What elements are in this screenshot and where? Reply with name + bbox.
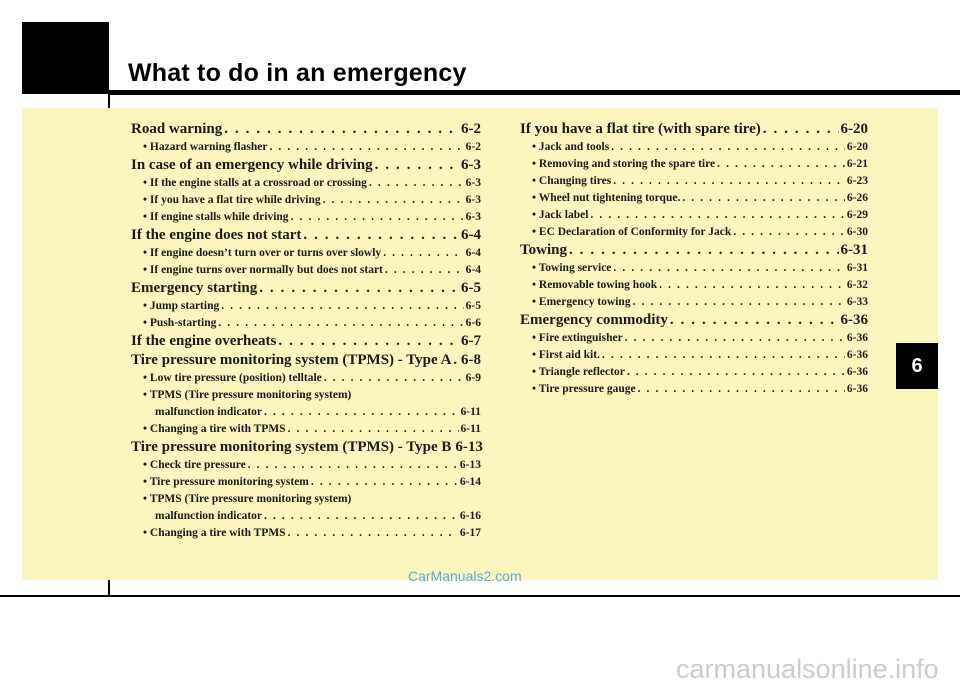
toc-left-column <box>131 120 481 542</box>
toc-entry-title: • Changing tires <box>532 175 612 187</box>
toc-entry-title: • Triangle reflector <box>532 366 625 378</box>
toc-leader-dots <box>385 262 464 279</box>
toc-page-number: 6-5 <box>461 280 481 296</box>
toc-leader-dots <box>625 330 845 347</box>
toc-entry-title: • Push-starting <box>143 317 217 329</box>
toc-entry-title: • Removing and storing the spare tire <box>532 158 716 170</box>
toc-entry-title-cont: malfunction indicator <box>155 510 263 522</box>
toc-entry-title: If the engine overheats <box>131 333 277 349</box>
toc-page-number: 6-13 <box>459 459 481 471</box>
toc-subsection-entry[interactable] <box>520 347 868 364</box>
toc-leader-dots <box>291 209 464 226</box>
toc-section-entry[interactable] <box>131 226 481 245</box>
toc-entry-title: Emergency starting <box>131 280 258 296</box>
toc-subsection-entry[interactable] <box>131 457 481 474</box>
toc-subsection-entry[interactable] <box>131 192 481 209</box>
toc-page-number: 6-11 <box>460 423 481 435</box>
toc-leader-dots <box>613 260 844 277</box>
toc-page-number: 6-4 <box>465 247 481 259</box>
toc-page-number: 6-36 <box>846 349 868 361</box>
toc-entry-title: • TPMS (Tire pressure monitoring system) <box>143 389 352 401</box>
toc-page-number: 6-13 <box>455 439 483 455</box>
toc-page-number: 6-9 <box>465 372 481 384</box>
watermark-carmanuals2[interactable]: CarManuals2.com <box>408 568 522 584</box>
toc-section-entry[interactable] <box>520 311 868 330</box>
toc-entry-title: Road warning <box>131 121 223 137</box>
toc-section-entry[interactable] <box>131 120 481 139</box>
toc-page-number: 6-31 <box>846 262 868 274</box>
toc-leader-dots <box>611 139 845 156</box>
toc-leader-dots <box>248 457 458 474</box>
toc-leader-dots <box>670 311 839 330</box>
toc-entry-title: • EC Declaration of Conformity for Jack <box>532 226 732 238</box>
toc-subsection-entry[interactable] <box>131 491 481 525</box>
toc-leader-dots <box>602 347 845 364</box>
page-title: What to do in an emergency <box>128 59 467 87</box>
toc-subsection-entry[interactable] <box>131 525 481 542</box>
toc-page-number: 6-6 <box>465 317 481 329</box>
toc-entry-title: Tire pressure monitoring system (TPMS) - Type B <box>131 439 452 455</box>
toc-entry-title: • First aid kit. <box>532 349 600 361</box>
toc-page-number: 6-2 <box>465 141 481 153</box>
toc-entry-title: • Wheel nut tightening torque. <box>532 192 681 204</box>
toc-leader-dots <box>590 207 844 224</box>
toc-leader-dots <box>324 370 464 387</box>
toc-right-column <box>520 120 868 398</box>
toc-subsection-entry[interactable] <box>131 370 481 387</box>
toc-entry-title: • Jack and tools <box>532 141 610 153</box>
toc-entry-title: • Tire pressure gauge <box>532 383 636 395</box>
toc-entry-title: • TPMS (Tire pressure monitoring system) <box>143 493 352 505</box>
toc-subsection-entry[interactable] <box>131 245 481 262</box>
toc-entry-title: • Hazard warning flasher <box>143 141 268 153</box>
toc-entry-title: Towing <box>520 242 567 258</box>
toc-section-entry[interactable] <box>131 438 481 457</box>
toc-subsection-entry[interactable] <box>520 139 868 156</box>
toc-page-number: 6-36 <box>846 366 868 378</box>
toc-subsection-entry[interactable] <box>131 387 481 421</box>
footer-rule <box>0 595 960 597</box>
toc-page-number: 6-33 <box>846 296 868 308</box>
toc-entry-title: • Tire pressure monitoring system <box>143 476 309 488</box>
toc-leader-dots <box>659 277 845 294</box>
toc-leader-dots <box>288 525 458 542</box>
title-rule <box>109 90 960 95</box>
toc-leader-dots <box>453 351 459 370</box>
toc-page-number: 6-36 <box>846 383 868 395</box>
toc-entry-title: • Jump starting <box>143 300 220 312</box>
toc-entry-title: • If engine turns over normally but does not start <box>143 264 383 276</box>
toc-subsection-entry[interactable] <box>131 209 481 226</box>
toc-page-number: 6-3 <box>461 157 481 173</box>
toc-page-number: 6-11 <box>460 406 481 418</box>
toc-page-number: 6-29 <box>846 209 868 221</box>
toc-page-number: 6-5 <box>465 300 481 312</box>
toc-section-entry[interactable] <box>131 332 481 351</box>
toc-leader-dots <box>311 474 458 491</box>
toc-page-number: 6-17 <box>459 527 481 539</box>
toc-leader-dots <box>613 173 845 190</box>
chapter-tab[interactable]: 6 <box>896 343 938 389</box>
toc-entry-title: • Towing service <box>532 262 612 274</box>
toc-subsection-entry[interactable] <box>131 175 481 192</box>
toc-section-entry[interactable] <box>131 156 481 175</box>
toc-entry-title: • Jack label <box>532 209 589 221</box>
toc-section-entry[interactable] <box>131 351 481 370</box>
toc-entry-title: Tire pressure monitoring system (TPMS) - Type A <box>131 352 452 368</box>
toc-entry-title: If you have a flat tire (with spare tire) <box>520 121 761 137</box>
toc-leader-dots <box>269 139 463 156</box>
toc-entry-title: • Fire extinguisher <box>532 332 623 344</box>
toc-page-number: 6-21 <box>846 158 868 170</box>
toc-entry-title-cont: malfunction indicator <box>155 406 263 418</box>
toc-page-number: 6-14 <box>459 476 481 488</box>
toc-subsection-entry[interactable] <box>520 207 868 224</box>
toc-subsection-entry[interactable] <box>520 260 868 277</box>
toc-page-number: 6-36 <box>840 312 868 328</box>
toc-leader-dots <box>264 508 458 525</box>
toc-leader-dots <box>638 381 845 398</box>
toc-entry-row <box>131 404 481 421</box>
toc-page-number: 6-23 <box>846 175 868 187</box>
toc-subsection-entry[interactable] <box>520 277 868 294</box>
toc-subsection-entry[interactable] <box>520 224 868 241</box>
toc-leader-dots <box>278 332 459 351</box>
toc-leader-dots <box>288 421 459 438</box>
toc-page-number: 6-3 <box>465 211 481 223</box>
toc-page-number: 6-30 <box>846 226 868 238</box>
toc-section-entry[interactable] <box>131 279 481 298</box>
toc-section-entry[interactable] <box>520 120 868 139</box>
toc-page-number: 6-20 <box>846 141 868 153</box>
toc-entry-title: • Low tire pressure (position) telltale <box>143 372 322 384</box>
toc-leader-dots <box>682 190 845 207</box>
toc-entry-title: • If you have a flat tire while driving <box>143 194 321 206</box>
toc-page-number: 6-16 <box>459 510 481 522</box>
toc-leader-dots <box>717 156 845 173</box>
toc-subsection-entry[interactable] <box>131 474 481 491</box>
toc-entry-title: If the engine does not start <box>131 227 302 243</box>
toc-subsection-entry[interactable] <box>520 294 868 311</box>
toc-page-number: 6-26 <box>846 192 868 204</box>
toc-subsection-entry[interactable] <box>131 315 481 332</box>
toc-page-number: 6-36 <box>846 332 868 344</box>
toc-leader-dots <box>627 364 845 381</box>
toc-entry-title: • Check tire pressure <box>143 459 246 471</box>
toc-leader-dots <box>221 298 463 315</box>
toc-page-number: 6-3 <box>465 194 481 206</box>
toc-page-number: 6-31 <box>840 242 868 258</box>
toc-subsection-entry[interactable] <box>520 173 868 190</box>
toc-subsection-entry[interactable] <box>520 364 868 381</box>
toc-leader-dots <box>218 315 463 332</box>
toc-entry-title: Emergency commodity <box>520 312 668 328</box>
toc-leader-dots <box>224 120 459 139</box>
toc-page-number: 6-32 <box>846 279 868 291</box>
toc-subsection-entry[interactable] <box>520 381 868 398</box>
toc-leader-dots <box>375 156 459 175</box>
toc-entry-title: • If engine stalls while driving <box>143 211 289 223</box>
toc-section-entry[interactable] <box>520 241 868 260</box>
toc-entry-title: • Changing a tire with TPMS <box>143 527 286 539</box>
header-black-block <box>22 22 109 94</box>
toc-subsection-entry[interactable] <box>520 190 868 207</box>
toc-page-number: 6-4 <box>461 227 481 243</box>
toc-leader-dots <box>264 404 459 421</box>
toc-leader-dots <box>733 224 845 241</box>
toc-page-number: 6-8 <box>461 352 481 368</box>
toc-subsection-entry[interactable] <box>131 298 481 315</box>
toc-subsection-entry[interactable] <box>131 262 481 279</box>
toc-entry-title: • If the engine stalls at a crossroad or crossing <box>143 177 367 189</box>
watermark-carmanualsonline[interactable]: carmanualsonline.info <box>676 654 939 684</box>
toc-leader-dots <box>323 192 464 209</box>
toc-page-number: 6-7 <box>461 333 481 349</box>
toc-leader-dots <box>369 175 464 192</box>
toc-entry-title: • Emergency towing <box>532 296 631 308</box>
toc-subsection-entry[interactable] <box>131 139 481 156</box>
toc-subsection-entry[interactable] <box>131 421 481 438</box>
toc-entry-title: In case of an emergency while driving <box>131 157 373 173</box>
toc-page-number: 6-3 <box>465 177 481 189</box>
toc-leader-dots <box>259 279 459 298</box>
toc-subsection-entry[interactable] <box>520 156 868 173</box>
toc-entry-title: • Removable towing hook <box>532 279 658 291</box>
toc-leader-dots <box>383 245 463 262</box>
toc-entry-row <box>131 508 481 525</box>
toc-leader-dots <box>569 241 839 260</box>
toc-subsection-entry[interactable] <box>520 330 868 347</box>
toc-page-number: 6-4 <box>465 264 481 276</box>
toc-entry-title: • Changing a tire with TPMS <box>143 423 286 435</box>
toc-leader-dots <box>763 120 839 139</box>
toc-leader-dots <box>303 226 459 245</box>
toc-entry-title: • If engine doesn’t turn over or turns over slowly <box>143 247 382 259</box>
toc-page-number: 6-20 <box>840 121 868 137</box>
toc-page-number: 6-2 <box>461 121 481 137</box>
toc-leader-dots <box>633 294 845 311</box>
